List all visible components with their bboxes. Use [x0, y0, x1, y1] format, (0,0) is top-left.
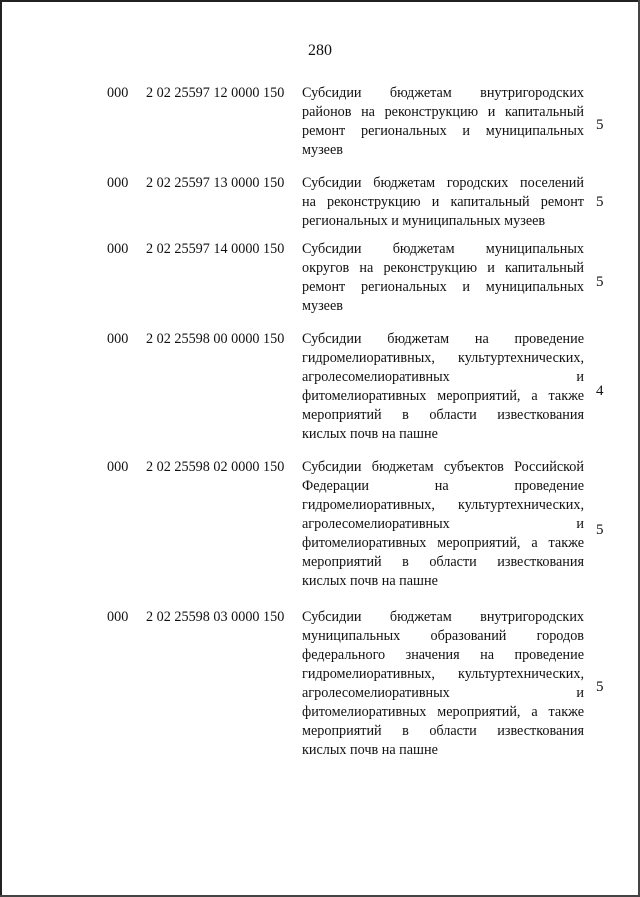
revenue-name-line: кислых почв на пашне	[302, 742, 438, 758]
standard-value: 5	[596, 194, 604, 210]
revenue-name-line: агролесомелиоративных и	[302, 369, 584, 385]
revenue-name-line: Субсидии бюджетам внутригородских	[302, 85, 584, 101]
revenue-name	[302, 240, 584, 316]
budget-classification-code: 2 02 25597 13 0000 150	[146, 175, 285, 191]
standard-value: 5	[596, 117, 604, 133]
standard-value: 5	[596, 679, 604, 695]
revenue-name	[302, 84, 584, 160]
revenue-name-line: Субсидии бюджетам на проведение	[302, 331, 584, 347]
revenue-name-line: агролесомелиоративных и	[302, 516, 584, 532]
revenue-name-line: округов на реконструкцию и капитальный	[302, 260, 584, 276]
admin-code: 000	[107, 85, 129, 101]
budget-classification-code: 2 02 25597 14 0000 150	[146, 241, 285, 257]
revenue-name-line: муниципальных образований городов	[302, 628, 584, 644]
revenue-name	[302, 608, 584, 760]
revenue-name	[302, 174, 584, 231]
revenue-name-line: фитомелиоративных мероприятий, а также	[302, 535, 584, 551]
page-number: 280	[308, 42, 332, 59]
revenue-name-line: мероприятий в области известкования	[302, 723, 584, 739]
scan-border-top	[0, 0, 640, 2]
revenue-name	[302, 458, 584, 591]
revenue-name-line: музеев	[302, 298, 343, 314]
revenue-name-line: кислых почв на пашне	[302, 573, 438, 589]
revenue-name-line: мероприятий в области известкования	[302, 407, 584, 423]
standard-value: 5	[596, 522, 604, 538]
revenue-name-line: региональных и муниципальных музеев	[302, 213, 546, 229]
admin-code: 000	[107, 241, 129, 257]
admin-code: 000	[107, 175, 129, 191]
revenue-name-line: районов на реконструкцию и капитальный	[302, 104, 584, 120]
budget-classification-code: 2 02 25597 12 0000 150	[146, 85, 285, 101]
admin-code: 000	[107, 609, 129, 625]
revenue-name-line: гидромелиоративных, культуртехнических,	[302, 350, 584, 366]
revenue-name-line: фитомелиоративных мероприятий, а также	[302, 388, 584, 404]
revenue-name-line: Субсидии бюджетам муниципальных	[302, 241, 584, 257]
admin-code: 000	[107, 331, 129, 347]
revenue-name	[302, 330, 584, 444]
revenue-name-line: Федерации на проведение	[302, 478, 584, 494]
revenue-name-line: гидромелиоративных, культуртехнических,	[302, 497, 584, 513]
revenue-name-line: ремонт региональных и муниципальных	[302, 123, 584, 139]
budget-classification-code: 2 02 25598 03 0000 150	[146, 609, 285, 625]
revenue-name-line: на реконструкцию и капитальный ремонт	[302, 194, 584, 210]
revenue-name-line: кислых почв на пашне	[302, 426, 438, 442]
standard-value: 4	[596, 383, 604, 399]
revenue-name-line: гидромелиоративных, культуртехнических,	[302, 666, 584, 682]
revenue-name-line: федерального значения на проведение	[302, 647, 584, 663]
revenue-name-line: агролесомелиоративных и	[302, 685, 584, 701]
standard-value: 5	[596, 274, 604, 290]
revenue-name-line: мероприятий в области известкования	[302, 554, 584, 570]
revenue-name-line: музеев	[302, 142, 343, 158]
revenue-name-line: Субсидии бюджетам городских поселений	[302, 175, 584, 191]
revenue-name-line: фитомелиоративных мероприятий, а также	[302, 704, 584, 720]
admin-code: 000	[107, 459, 129, 475]
budget-classification-code: 2 02 25598 02 0000 150	[146, 459, 285, 475]
revenue-name-line: Субсидии бюджетам субъектов Российской	[302, 459, 584, 475]
revenue-name-line: ремонт региональных и муниципальных	[302, 279, 584, 295]
revenue-name-line: Субсидии бюджетам внутригородских	[302, 609, 584, 625]
budget-classification-code: 2 02 25598 00 0000 150	[146, 331, 285, 347]
scan-border-left	[0, 0, 2, 897]
